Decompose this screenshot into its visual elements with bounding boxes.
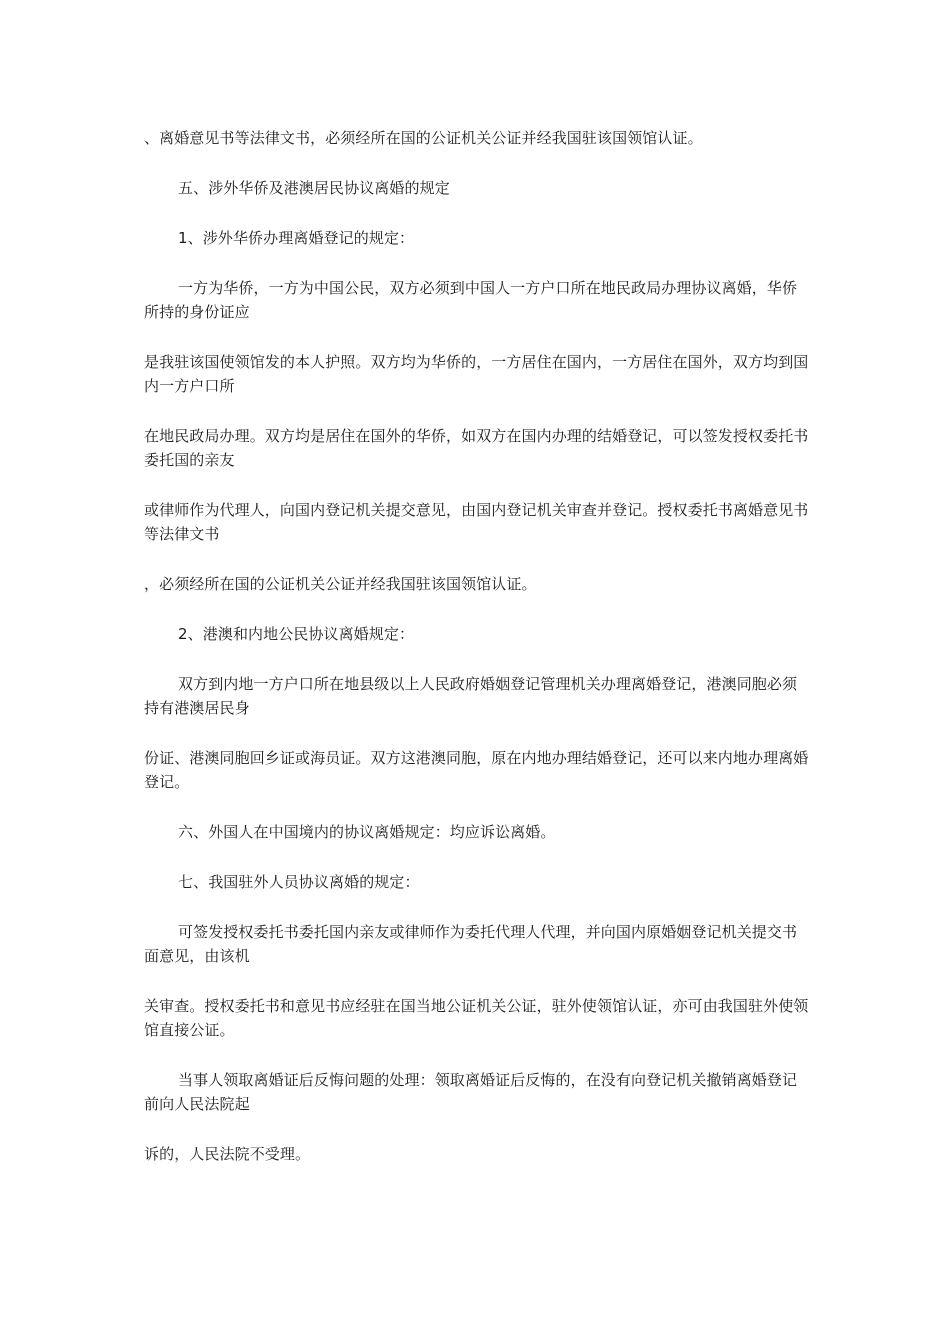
- paragraph: 可签发授权委托书委托国内亲友或律师作为委托代理人代理，并向国内原婚姻登记机关提交书面意见，由该机: [144, 923, 798, 965]
- paragraph: 诉的，人民法院不受理。: [144, 1145, 311, 1163]
- paragraph: 份证、港澳同胞回乡证或海员证。双方这港澳同胞，原在内地办理结婚登记，还可以来内地办理离婚登记。: [144, 749, 809, 791]
- paragraph: 或律师作为代理人，向国内登记机关提交意见，由国内登记机关审查并登记。授权委托书离婚意见书等法律文书: [144, 501, 809, 543]
- paragraph: 关审查。授权委托书和意见书应经驻在国当地公证机关公证，驻外使领馆认证，亦可由我国驻外使领馆直接公证。: [144, 997, 809, 1039]
- subsection-heading-overseas-chinese: 1、涉外华侨办理离婚登记的规定：: [178, 229, 415, 247]
- paragraph: 一方为华侨，一方为中国公民，双方必须到中国人一方户口所在地民政局办理协议离婚，华侨所持的身份证应: [144, 279, 798, 321]
- paragraph: 当事人领取离婚证后反悔问题的处理：领取离婚证后反悔的，在没有向登记机关撤销离婚登记前向人民法院起: [144, 1071, 798, 1113]
- section-heading-6: 六、外国人在中国境内的协议离婚规定：均应诉讼离婚。: [178, 823, 556, 841]
- subsection-heading-hk-macau: 2、港澳和内地公民协议离婚规定：: [178, 625, 415, 643]
- paragraph: 、离婚意见书等法律文书，必须经所在国的公证机关公证并经我国驻该国领馆认证。: [144, 129, 703, 147]
- paragraph: 双方到内地一方户口所在地县级以上人民政府婚姻登记管理机关办理离婚登记，港澳同胞必须持有港澳居民身: [144, 675, 798, 717]
- paragraph: ，必须经所在国的公证机关公证并经我国驻该国领馆认证。: [144, 575, 537, 593]
- section-heading-7: 七、我国驻外人员协议离婚的规定：: [178, 873, 420, 891]
- paragraph: 是我驻该国使领馆发的本人护照。双方均为华侨的，一方居住在国内，一方居住在国外，双方均到国内一方户口所: [144, 353, 809, 395]
- paragraph: 在地民政局办理。双方均是居住在国外的华侨，如双方在国内办理的结婚登记，可以签发授权委托书委托国的亲友: [144, 427, 809, 469]
- document-body: [144, 126, 812, 1192]
- section-heading-5: 五、涉外华侨及港澳居民协议离婚的规定: [178, 179, 450, 197]
